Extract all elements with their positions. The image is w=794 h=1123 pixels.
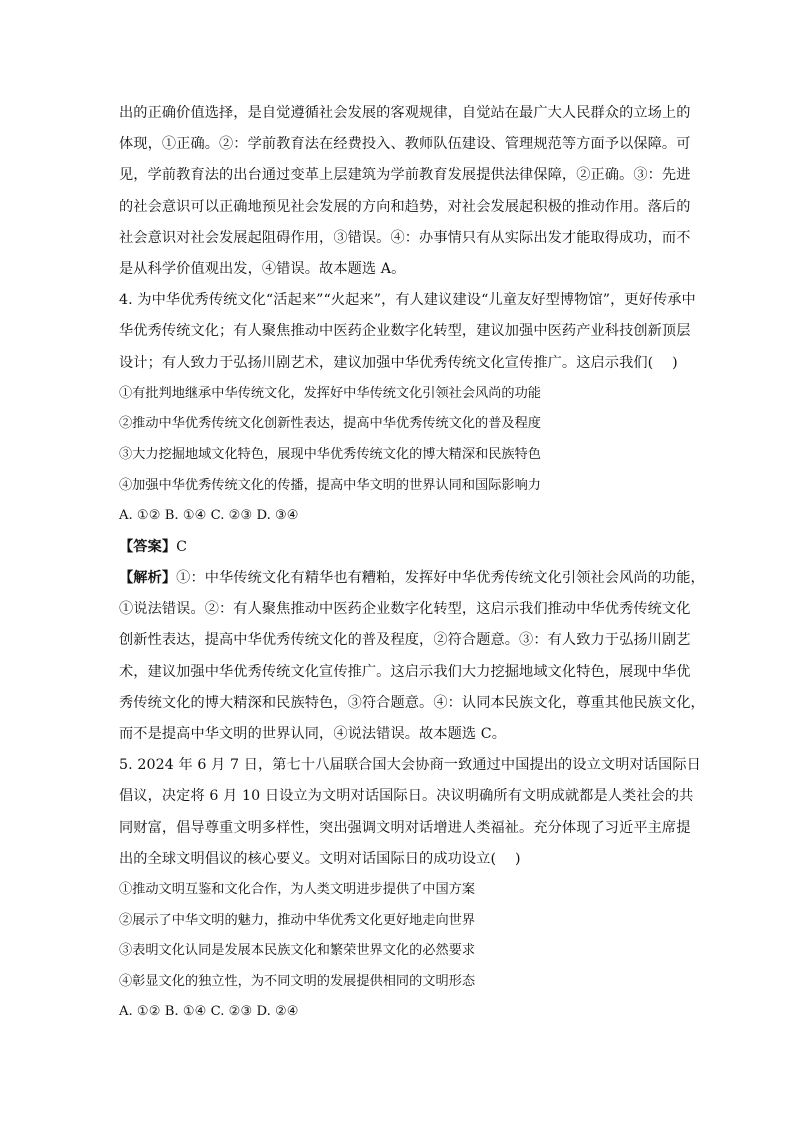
analysis-text: ①：中华传统文化有精华也有糟粕，发挥好中华优秀传统文化引领社会风尚的功能，: [176, 570, 705, 586]
statement-item: ④彰显文化的独立性，为不同文明的发展提供相同的文明形态: [119, 973, 476, 989]
text-line: 体现，①正确。②：学前教育法在经费投入、教师队伍建设、管理规范等方面予以保障。可: [119, 136, 691, 153]
question-stem-line: 出的全球文明倡议的核心要义。文明对话国际日的成功设立( ): [119, 850, 521, 867]
statement-item: ②展示了中华文明的魅力，推动中华优秀文化更好地走向世界: [119, 912, 476, 928]
answer-line: [119, 532, 677, 563]
statement-item: ③表明文化认同是发展本民族文化和繁荣世界文化的必然要求: [119, 943, 476, 959]
analysis-line: 而不是提高中华文明的世界认同，④说法错误。故本题选 C。: [119, 726, 507, 743]
question-stem-line: 倡议，决定将 6 月 10 日设立为文明对话国际日。决议明确所有文明成就都是人类社会的共: [119, 788, 694, 805]
analysis-line: 术，建议加强中华优秀传统文化宣传推广。这启示我们大力挖掘地域文化特色，展现中华优: [119, 663, 691, 680]
question-4: [119, 285, 705, 750]
q3-analysis-continuation: [119, 98, 691, 285]
statement-item: ③大力挖掘地域文化特色，展现中华优秀传统文化的博大精深和民族特色: [119, 447, 541, 463]
analysis-line: 创新性表达，提高中华优秀传统文化的普及程度，②符合题意。③：有人致力于弘扬川剧艺: [119, 632, 691, 649]
statement-item: ①有批判地继承中华传统文化，发挥好中华传统文化引领社会风尚的功能: [119, 385, 541, 401]
text-line: 是从科学价值观出发，④错误。故本题选 A。: [119, 261, 406, 278]
analysis-label: 【解析】: [119, 570, 177, 586]
statement-item: ②推动中华优秀传统文化创新性表达，提高中华优秀传统文化的普及程度: [119, 416, 541, 432]
question-stem-line: 5. 2024 年 6 月 7 日，第七十八届联合国大会协商一致通过中国提出的设立文明对话国际日: [119, 757, 701, 774]
analysis-line: 秀传统文化的博大精深和民族特色，③符合题意。④：认同本民族文化，尊重其他民族文化，: [119, 694, 705, 711]
answer-label: 【答案】: [119, 538, 177, 555]
question-stem-line: 设计；有人致力于弘扬川剧艺术，建议加强中华优秀传统文化宣传推广。这启示我们( ): [119, 354, 678, 371]
question-stem-line: 4. 为中华优秀传统文化“活起来”“火起来”，有人建议建设“儿童友好型博物馆”，更好传承中: [119, 292, 696, 309]
question-stem-line: 同财富，倡导尊重文明多样性，突出强调文明对话增进人类福祉。充分体现了习近平主席提: [119, 819, 691, 836]
analysis-line: [119, 563, 705, 594]
text-line: 社会意识对社会发展起阻碍作用，③错误。④：办事情只有从实际出发才能取得成功，而不: [119, 229, 691, 246]
text-line: 的社会意识可以正确地预见社会发展的方向和趋势，对社会发展起积极的推动作用。落后的: [119, 198, 691, 215]
statement-item: ④加强中华优秀传统文化的传播，提高中华文明的世界认同和国际影响力: [119, 477, 541, 493]
question-stem-line: 华优秀传统文化；有人聚焦推动中医药企业数字化转型，建议加强中医药产业科技创新顶层: [119, 323, 691, 340]
statement-item: ①推动文明互鉴和文化合作，为人类文明进步提供了中国方案: [119, 882, 476, 898]
analysis-line: ①说法错误。②：有人聚焦推动中医药企业数字化转型，这启示我们推动中华优秀传统文化: [119, 601, 691, 618]
question-5: [119, 750, 701, 1028]
answer-value: C: [176, 538, 188, 555]
answer-options: A. ①② B. ①④ C. ②③ D. ③④: [119, 508, 299, 524]
text-line: 出的正确价值选择，是自觉遵循社会发展的客观规律，自觉站在最广大人民群众的立场上的: [119, 105, 691, 121]
text-line: 见，学前教育法的出台通过变革上层建筑为学前教育发展提供法律保障，②正确。③：先进: [119, 167, 691, 184]
document-body: [119, 98, 705, 1028]
answer-options: A. ①② B. ①④ C. ②③ D. ②④: [119, 1004, 299, 1020]
